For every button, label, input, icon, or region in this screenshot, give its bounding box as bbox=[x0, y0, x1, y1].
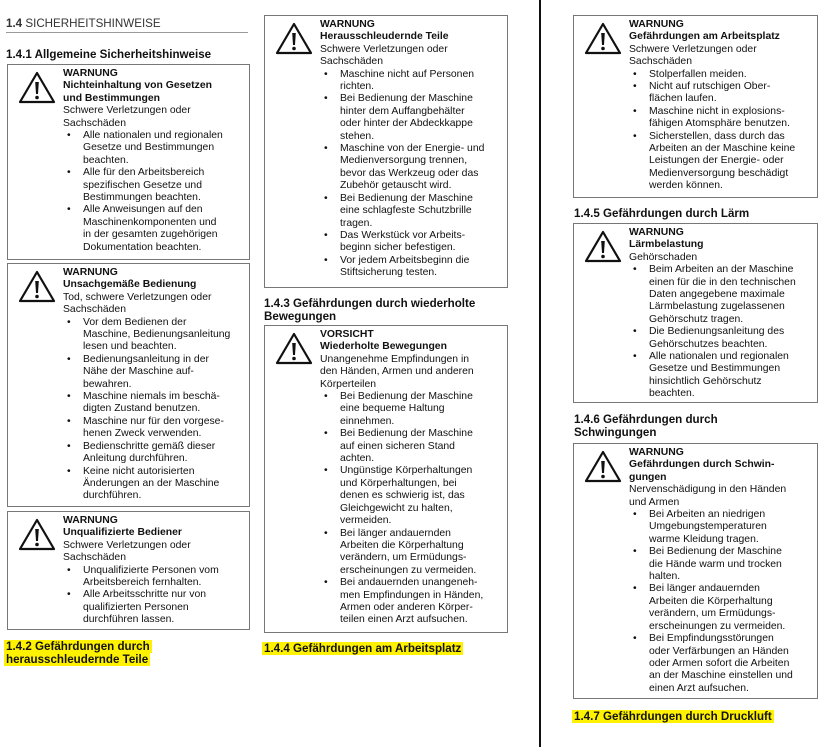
list-item-line: Maschine nur für den vorgese- bbox=[83, 415, 224, 427]
hazard-title bbox=[629, 459, 813, 484]
list-item bbox=[83, 354, 245, 391]
hazard-consequence bbox=[320, 44, 503, 69]
signal-word: WARNUNG bbox=[320, 19, 375, 30]
hazard-title-line: Wiederholte Bewegungen bbox=[320, 341, 447, 353]
list-item-line: denen es schwierig ist, das bbox=[340, 490, 465, 502]
list-item-line: Medienversorgung trennen, bbox=[340, 155, 468, 167]
list-item-line: Bei Arbeiten an niedrigen bbox=[649, 509, 766, 521]
consequence-line: Unangenehme Empfindungen in bbox=[320, 353, 470, 365]
list-item bbox=[649, 264, 813, 326]
consequence-line: Schwere Verletzungen oder bbox=[320, 43, 448, 55]
list-item bbox=[649, 131, 813, 193]
heading-1-4-6: 1.4.6 Gefährdungen durch Schwingungen bbox=[574, 413, 718, 439]
list-item-line: hinter dem Auffangbehälter bbox=[340, 105, 465, 117]
list-item-line: Bei länger andauernden bbox=[649, 583, 760, 595]
list-item-line: Bei Bedienung der Maschine bbox=[340, 93, 473, 105]
consequence-line: Gehörschaden bbox=[629, 251, 698, 263]
list-item-line: bevor das Werkzeug oder das bbox=[340, 167, 479, 179]
list-item-line: Bei Empfindungsstörungen bbox=[649, 633, 774, 645]
list-item-line: oder hinter der Abdeckkappe bbox=[340, 118, 473, 130]
list-item-line: henen Zweck verwenden. bbox=[83, 428, 202, 440]
list-item bbox=[83, 565, 245, 590]
list-item-line: hinsichtlich Gehörschutz bbox=[649, 375, 762, 387]
list-item-line: Alle nationalen und regionalen bbox=[649, 351, 789, 363]
measures-list bbox=[629, 509, 813, 695]
list-item-line: Bei Bedienung der Maschine bbox=[649, 546, 782, 558]
measures-list bbox=[63, 130, 245, 254]
consequence-line: Sachschäden bbox=[63, 304, 126, 316]
list-item-line: stehen. bbox=[340, 130, 375, 142]
warning-triangle-icon bbox=[584, 230, 622, 264]
list-item-line: Maschine, Bedienungsanleitung bbox=[83, 329, 231, 341]
list-item bbox=[649, 509, 813, 546]
signal-word: WARNUNG bbox=[629, 19, 684, 30]
measures-list bbox=[320, 69, 503, 280]
caution-box-repetitive-motions bbox=[264, 325, 508, 633]
list-item-line: Lärmbelastung zugelassenen bbox=[649, 301, 785, 313]
list-item-line: qualifizierten Personen bbox=[83, 601, 189, 613]
consequence-line: und Armen bbox=[629, 496, 680, 508]
list-item bbox=[649, 546, 813, 583]
list-item-line: vermeiden. bbox=[340, 515, 392, 527]
list-item-line: Nicht auf rutschigen Ober- bbox=[649, 81, 771, 93]
list-item-line: durchführen. bbox=[83, 490, 142, 502]
list-item-line: beachten. bbox=[83, 154, 129, 166]
hazard-title-line: Lärmbelastung bbox=[629, 239, 704, 251]
list-item-line: Sicherstellen, dass durch das bbox=[649, 130, 785, 142]
consequence-line: Schwere Verletzungen oder bbox=[63, 539, 191, 551]
list-item-line: erscheinungen zu vermeiden. bbox=[340, 564, 477, 576]
consequence-line: Sachschäden bbox=[629, 56, 692, 68]
list-item-line: Änderungen an der Maschine bbox=[83, 477, 220, 489]
list-item-line: verändern, um Ermüdungs- bbox=[340, 552, 467, 564]
warning-triangle-icon bbox=[18, 518, 56, 552]
consequence-line: Schwere Verletzungen oder bbox=[63, 105, 191, 117]
warning-box-laws bbox=[7, 64, 250, 260]
measures-list bbox=[629, 69, 813, 193]
list-item-line: Bei Bedienung der Maschine bbox=[340, 391, 473, 403]
warning-box-workplace bbox=[573, 15, 818, 198]
warning-box-noise bbox=[573, 223, 818, 403]
signal-word: WARNUNG bbox=[629, 227, 684, 238]
list-item-line: achten. bbox=[340, 453, 375, 465]
list-item bbox=[83, 167, 245, 204]
list-item-line: men Empfindungen in Händen, bbox=[340, 589, 484, 601]
list-item-line: fähigen Atomsphäre benutzen. bbox=[649, 118, 790, 130]
list-item bbox=[83, 589, 245, 626]
warning-triangle-icon bbox=[18, 270, 56, 304]
list-item-line: Zubehör getauscht wird. bbox=[340, 180, 452, 192]
list-item-line: Vor jedem Arbeitsbeginn die bbox=[340, 254, 470, 266]
list-item-line: Bestimmungen beachten. bbox=[83, 192, 201, 204]
list-item-line: Nähe der Maschine auf- bbox=[83, 366, 194, 378]
list-item-line: Bei Bedienung der Maschine bbox=[340, 192, 473, 204]
list-item-line: lesen und beachten. bbox=[83, 341, 177, 353]
hazard-title-line: gungen bbox=[629, 471, 667, 483]
list-item-line: Keine nicht autorisierten bbox=[83, 465, 195, 477]
warning-box-ejected-parts bbox=[264, 15, 508, 288]
heading-1-4-3: 1.4.3 Gefährdungen durch wiederholte Bewegungen bbox=[264, 297, 476, 323]
warning-triangle-icon bbox=[275, 332, 313, 366]
list-item bbox=[649, 583, 813, 633]
signal-word: WARNUNG bbox=[63, 68, 118, 79]
list-item-line: Dokumentation beachten. bbox=[83, 241, 202, 253]
list-item bbox=[340, 193, 503, 230]
list-item-line: Bei andauernden unangeneh- bbox=[340, 577, 478, 589]
list-item-line: Arbeiten an der Maschine keine bbox=[649, 143, 796, 155]
list-item-line: Gesetze und Bestimmungen bbox=[649, 363, 781, 375]
list-item-line: Das Werkstück vor Arbeits- bbox=[340, 229, 466, 241]
list-item-line: einen für die in den technischen bbox=[649, 276, 796, 288]
list-item-line: Bedienschritte gemäß dieser bbox=[83, 440, 216, 452]
warning-box-vibrations bbox=[573, 443, 818, 699]
hazard-title bbox=[63, 527, 245, 539]
list-item bbox=[83, 466, 245, 503]
list-item-line: flächen laufen. bbox=[649, 93, 717, 105]
list-item-line: erscheinungen zu vermeiden. bbox=[649, 620, 786, 632]
list-item-line: die Hände warm und trocken bbox=[649, 558, 782, 570]
list-item-line: Gesetze und Bestimmungen bbox=[83, 142, 215, 154]
consequence-line: Sachschäden bbox=[63, 552, 126, 564]
measures-list bbox=[629, 264, 813, 400]
list-item-line: und Körperhaltungen, bei bbox=[340, 477, 457, 489]
list-item-line: Daten angegebene maximale bbox=[649, 289, 785, 301]
consequence-line: Sachschäden bbox=[320, 56, 383, 68]
list-item bbox=[649, 81, 813, 106]
list-item bbox=[83, 416, 245, 441]
list-item-line: Alle Anweisungen auf den bbox=[83, 204, 203, 216]
list-item-line: einnehmen. bbox=[340, 415, 395, 427]
list-item-line: verändern, um Ermüdungs- bbox=[649, 608, 776, 620]
measures-list bbox=[63, 565, 245, 627]
list-item-line: warme Kleidung tragen. bbox=[649, 533, 759, 545]
list-item-line: Maschine nicht in explosions- bbox=[649, 105, 785, 117]
list-item bbox=[340, 143, 503, 193]
list-item-line: Anleitung durchführen. bbox=[83, 453, 188, 465]
list-item-line: Stolperfallen meiden. bbox=[649, 68, 747, 80]
list-item-line: eine bequeme Haltung bbox=[340, 403, 445, 415]
hazard-title bbox=[629, 31, 813, 43]
hazard-title-line: Gefährdungen am Arbeitsplatz bbox=[629, 31, 780, 43]
list-item-line: eine schlagfeste Schutzbrille bbox=[340, 205, 472, 217]
list-item bbox=[340, 528, 503, 578]
warning-triangle-icon bbox=[584, 22, 622, 56]
hazard-title bbox=[629, 239, 813, 251]
list-item-line: Maschine von der Energie- und bbox=[340, 143, 485, 155]
list-item-line: Maschine niemals im beschä- bbox=[83, 391, 220, 403]
list-item-line: oder Armen sofort die Arbeiten bbox=[649, 657, 790, 669]
hazard-title-line: Gefährdungen durch Schwin- bbox=[629, 459, 775, 471]
heading-1-4-5: 1.4.5 Gefährdungen durch Lärm bbox=[574, 207, 750, 220]
list-item bbox=[340, 93, 503, 143]
measures-list bbox=[63, 317, 245, 503]
warning-triangle-icon bbox=[18, 71, 56, 105]
hazard-consequence bbox=[63, 105, 245, 130]
list-item-line: auf einen sicheren Stand bbox=[340, 440, 455, 452]
list-item-line: werden können. bbox=[649, 180, 723, 192]
hazard-consequence bbox=[629, 484, 813, 509]
warning-triangle-icon bbox=[275, 22, 313, 56]
list-item bbox=[83, 441, 245, 466]
heading-1-4-7: 1.4.7 Gefährdungen durch Druckluft bbox=[574, 710, 772, 723]
heading-1-4-2: 1.4.2 Gefährdungen durch herausschleudernde Teile bbox=[6, 640, 150, 666]
signal-word: WARNUNG bbox=[63, 515, 118, 526]
list-item-line: an der Maschine einstellen und bbox=[649, 670, 793, 682]
list-item-line: Ungünstige Körperhaltungen bbox=[340, 465, 473, 477]
list-item bbox=[83, 204, 245, 254]
list-item-line: in der gesamten zugehörigen bbox=[83, 229, 218, 241]
list-item-line: beginn sicher befestigen. bbox=[340, 242, 456, 254]
hazard-title-line: Herausschleudernde Teile bbox=[320, 31, 449, 43]
hazard-consequence bbox=[63, 540, 245, 565]
list-item bbox=[649, 69, 813, 81]
list-item-line: einen Arzt aufsuchen. bbox=[649, 682, 749, 694]
warning-box-unqualified-operators bbox=[7, 511, 250, 630]
consequence-line: Schwere Verletzungen oder bbox=[629, 43, 757, 55]
list-item-line: Arbeiten die Körperhaltung bbox=[649, 595, 773, 607]
chapter-heading: 1.4 SICHERHEITSHINWEISE bbox=[6, 6, 248, 33]
list-item-line: Vor dem Bedienen der bbox=[83, 316, 187, 328]
list-item-line: beachten. bbox=[649, 388, 695, 400]
hazard-title bbox=[320, 341, 503, 353]
list-item-line: Gleichgewicht zu halten, bbox=[340, 502, 453, 514]
list-item-line: Gehörschutz tragen. bbox=[649, 313, 744, 325]
list-item-line: Stiftsicherung testen. bbox=[340, 267, 438, 279]
list-item-line: Umgebungstemperaturen bbox=[649, 521, 767, 533]
hazard-title bbox=[63, 279, 245, 291]
list-item bbox=[340, 255, 503, 280]
hazard-consequence bbox=[320, 354, 503, 391]
list-item-line: tragen. bbox=[340, 217, 373, 229]
list-item bbox=[340, 391, 503, 428]
list-item-line: Die Bedienungsanleitung des bbox=[649, 326, 785, 338]
list-item-line: Unqualifizierte Personen vom bbox=[83, 564, 219, 576]
hazard-title-line: Unqualifizierte Bediener bbox=[63, 527, 182, 539]
list-item bbox=[340, 230, 503, 255]
signal-word: WARNUNG bbox=[63, 267, 118, 278]
list-item-line: Bei länger andauernden bbox=[340, 527, 451, 539]
list-item bbox=[340, 577, 503, 627]
signal-word: WARNUNG bbox=[629, 447, 684, 458]
list-item-line: Armen oder anderen Körper- bbox=[340, 601, 473, 613]
list-item-line: spezifischen Gesetze und bbox=[83, 179, 202, 191]
list-item-line: Gehörschutzes beachten. bbox=[649, 338, 768, 350]
hazard-title-line: und Bestimmungen bbox=[63, 92, 160, 104]
list-item-line: digten Zustand benutzen. bbox=[83, 403, 201, 415]
list-item-line: Bei Bedienung der Maschine bbox=[340, 428, 473, 440]
list-item-line: Leistungen der Energie- oder bbox=[649, 155, 784, 167]
hazard-title bbox=[320, 31, 503, 43]
list-item bbox=[83, 317, 245, 354]
list-item bbox=[340, 69, 503, 94]
measures-list bbox=[320, 391, 503, 627]
hazard-title-line: Nichteinhaltung von Gesetzen bbox=[63, 80, 212, 92]
hazard-consequence bbox=[629, 252, 813, 264]
list-item-line: durchführen lassen. bbox=[83, 614, 175, 626]
list-item-line: halten. bbox=[649, 571, 681, 583]
list-item bbox=[649, 106, 813, 131]
consequence-line: Nervenschädigung in den Händen bbox=[629, 484, 787, 496]
consequence-line: Tod, schwere Verletzungen oder bbox=[63, 291, 212, 303]
list-item-line: bewahren. bbox=[83, 378, 132, 390]
list-item-line: oder Verfärbungen an Händen bbox=[649, 645, 789, 657]
warning-box-improper-operation bbox=[7, 263, 250, 507]
list-item-line: Arbeiten die Körperhaltung bbox=[340, 539, 464, 551]
list-item-line: Alle nationalen und regionalen bbox=[83, 130, 223, 142]
list-item bbox=[649, 326, 813, 351]
hazard-title bbox=[63, 80, 245, 105]
warning-triangle-icon bbox=[584, 450, 622, 484]
list-item-line: Alle für den Arbeitsbereich bbox=[83, 167, 205, 179]
list-item-line: Maschine nicht auf Personen bbox=[340, 68, 475, 80]
list-item-line: richten. bbox=[340, 81, 375, 93]
column-divider bbox=[539, 0, 541, 747]
list-item bbox=[340, 465, 503, 527]
heading-1-4-1: 1.4.1 Allgemeine Sicherheitshinweise bbox=[6, 48, 212, 61]
consequence-line: Sachschäden bbox=[63, 117, 126, 129]
list-item bbox=[83, 391, 245, 416]
heading-1-4-4: 1.4.4 Gefährdungen am Arbeitsplatz bbox=[264, 642, 462, 655]
list-item bbox=[649, 351, 813, 401]
hazard-consequence bbox=[63, 292, 245, 317]
list-item bbox=[340, 428, 503, 465]
signal-word: VORSICHT bbox=[320, 329, 374, 340]
list-item-line: Alle Arbeitsschritte nur von bbox=[83, 589, 207, 601]
consequence-line: Körperteilen bbox=[320, 378, 377, 390]
list-item-line: teilen einen Arzt aufsuchen. bbox=[340, 614, 468, 626]
list-item bbox=[83, 130, 245, 167]
list-item-line: Maschinenkomponenten und bbox=[83, 216, 217, 228]
list-item-line: Beim Arbeiten an der Maschine bbox=[649, 264, 794, 276]
hazard-title-line: Unsachgemäße Bedienung bbox=[63, 279, 197, 291]
list-item bbox=[649, 633, 813, 695]
consequence-line: den Händen, Armen und anderen bbox=[320, 366, 474, 378]
hazard-consequence bbox=[629, 44, 813, 69]
list-item-line: Arbeitsbereich fernhalten. bbox=[83, 577, 202, 589]
list-item-line: Bedienungsanleitung in der bbox=[83, 353, 209, 365]
list-item-line: Medienversorgung beschädigt bbox=[649, 167, 789, 179]
